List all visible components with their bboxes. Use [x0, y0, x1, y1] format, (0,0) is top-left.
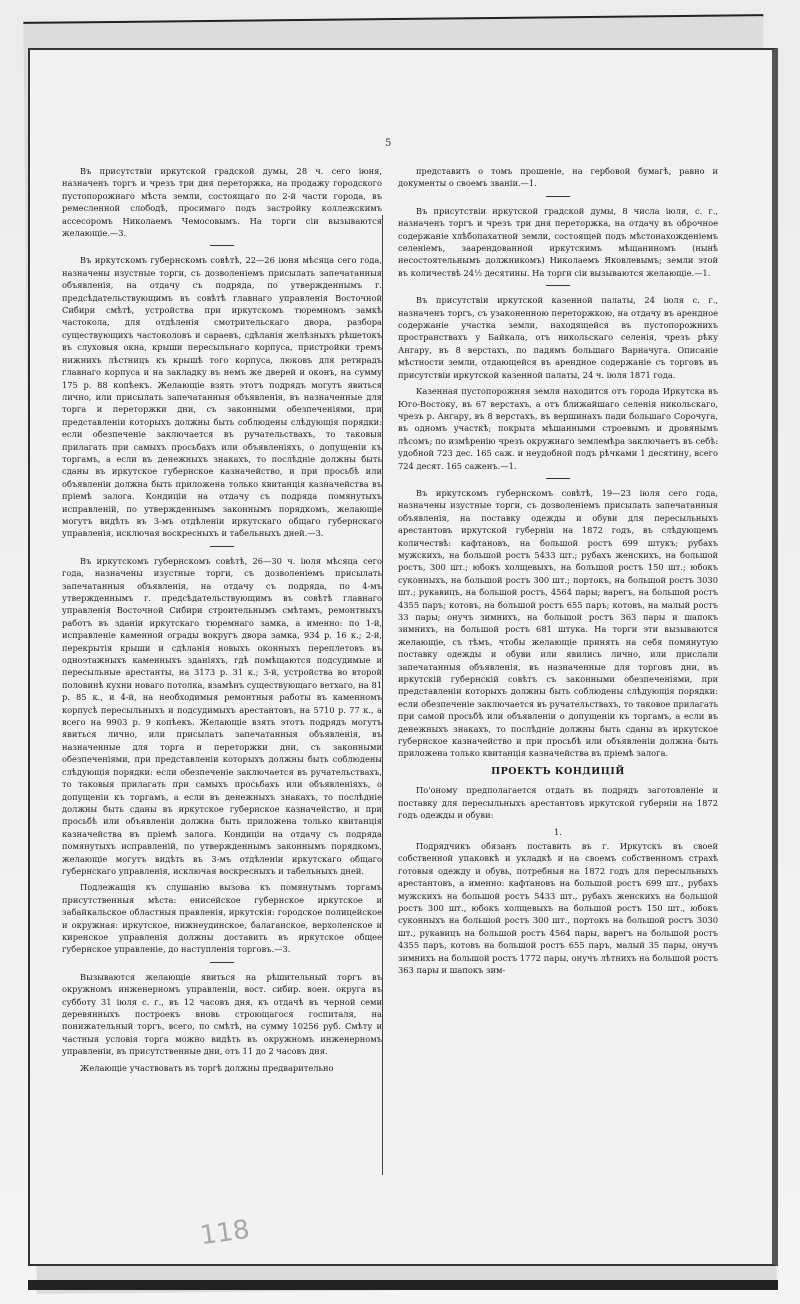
column-divider — [382, 215, 383, 1175]
right-column — [398, 165, 718, 980]
conditions-number: 1. — [554, 826, 562, 837]
notice-land-description: Казенная пустопорожняя земля находится отъ города Иркутска въ Юго-Востоку, въ 67 верстахъ, а отъ ближайшаго селенія никольскаго, чрезъ р. Ангару, въ 8 верстахъ, въ вершинахъ пади большаго Сорочуга, въ одномъ участкѣ; покрыта мѣшанными строевымъ и дровянымъ лѣсомъ; по измѣренію чрезъ окружнаго землемѣра заключаетъ въ себѣ: удобной 723 дес. 165 саж. и неудобной подъ рѣчками 1 десятину, всего 724 десят. 165 саженъ.—1. — [398, 386, 718, 471]
conditions-heading: ПРОЕКТЪ КОНДИЦІЙ — [491, 765, 625, 777]
notice-prison-repairs: Въ иркутскомъ губернскомъ совѣтѣ, 26—30 ч. іюля мѣсяца сего года, назначены изустные торги, съ дозволеніемъ присылать запечатанныя объявленія, на отдачу съ подряда, по 4-мъ утвержденнымъ г. предсѣдательствующимъ въ совѣтѣ главнаго управленія Восточной Сибири строительнымъ смѣтамъ, ремонтныхъ работъ въ зданіи иркутскаго тюремнаго замка, а именно: по 1-й, исправленіе каменной ограды вокругъ двора замка, 934 р. 16 к.; 2-й, перекрытія крыши и сдѣланія новыхъ оконныхъ переплетовъ въ одноэтажныхъ каменныхъ зданіяхъ, гдѣ помѣщаются подсудимые и пересыльные арестанты, на 3173 р. 31 к.; 3-й, устройства во второй половинѣ кухни новаго потолка, взамѣнъ существующаго ветхаго, на 81 р. 85 к., и 4-й, на необходимыя ремонтныя работы въ каменномъ корпусѣ пересыльныхъ и подсудимыхъ арестантовъ, на 5710 р. 77 к., а всего на 9903 р. 9 копѣекъ. Желающіе взять этотъ подрядъ могутъ явиться лично, или присылать запечатанныя объявленія, въ назначенные для торга и переторжки дни, съ законными обезпеченіями, при представленіи которыхъ должны быть соблюдены слѣдующія порядки: если обезпеченіе заключается въ ручательствахъ, то таковыя прилагать при самыхъ просьбахъ или объявленіяхъ, о допущеніи къ торгамъ, а если въ денежныхъ знакахъ, то послѣдніе должны быть сданы въ иркутское губернское казначейство, и при просьбѣ или объявленіи должна быть приложена только квитанція казначейства въ пріемѣ залога. Кондиціи на отдачу съ подряда помянутыхъ исправленій, по утвержденнымъ законнымъ порядкомъ, желающіе могутъ видѣть въ 3-мъ отдѣленіи иркутскаго общаго губернскаго управленія, исключая воскресныхъ и табельныхъ дней. — [62, 555, 382, 876]
left-column — [62, 165, 382, 1078]
notice-clothing-supply: Въ иркутскомъ губернскомъ совѣтѣ, 19—23 іюля сего года, назначены изустные торги, съ дозволеніемъ присылать запечатанныя объявленія, на поставку одежды и обуви для пересыльныхъ арестантовъ иркутской губерніи на 1872 годъ, въ слѣдующемъ количествѣ: кафтановъ, на большой ростъ 699 штукъ; рубахъ мужскихъ, на большой ростъ 5433 шт.; рубахъ женскихъ, на большой ростъ, 300 шт.; юбокъ холщевыхъ, на большой ростъ 150 шт.; юбокъ суконныхъ, на большой ростъ 300 шт.; портокъ, на большой ростъ 3030 шт.; рукавицъ, на большой ростъ, 4564 пары; варегъ, на большой ростъ 4355 паръ; котовъ, на большой ростъ 655 паръ; котовъ, на малый ростъ 33 пары; онучъ зимнихъ, на большой ростъ 363 пары и шапокъ зимнихъ, на большой ростъ 681 штука. На торги эти вызываются желающіе, съ тѣмъ, чтобы желающіе принять на себя помянутую поставку одежды и обуви или явились лично, или прислали запечатанныя объявленія, въ назначенные для торговъ дни, въ иркутскій губернскій совѣтъ съ законными обезпеченіями, при представленіи которыхъ должны быть соблюдены слѣдующія порядки: если обезпеченіе заключается въ ручательствахъ, то таковое прилагать при самой просьбѣ или объявленіи о допущеніи къ торгамъ, а если въ денежныхъ знакахъ, то послѣдніе должны быть сданы въ иркутское губернское казначейство и при просьбѣ или объявленіи должна быть приложена только квитанція казначейства въ пріемѣ залога. — [398, 487, 718, 759]
handwritten-page-note: 118 — [198, 1214, 252, 1252]
conditions-intro: По'оному предполагается отдать въ подрядъ заготовленіе и поставку для пересыльныхъ арестантовъ иркутской губерніи на 1872 годъ одежды и обуви: — [398, 785, 718, 821]
separator-rule — [546, 196, 570, 197]
separator-rule — [546, 478, 570, 479]
notice-hospital-buildings: Вызываются желающіе явиться на рѣшительный торгъ въ окружномъ инженерномъ управленіи, вост. сибир. воен. округа въ субботу 31 іюля с. г., въ 12 часовъ дня, къ отдачѣ въ черной семи деревянныхъ построекъ вновь строющагося госпиталя, на понижательный торгъ, всего, по смѣтѣ, на сумму 10256 руб. Смѣту и частныя условія торга можно видѣть въ окружномъ инженерномъ управленіи, въ присутственные дни, отъ 11 до 2 часовъ дня. — [62, 971, 382, 1057]
separator-rule — [546, 285, 570, 286]
separator-rule — [210, 962, 234, 963]
notice-land-lease: Въ присутствіи иркутской градской думы, 8 числа іюля, с. г., назначенъ торгъ и чрезъ три дня переторжка, на отдачу въ оброчное содержаніе хлѣбопахатной земли, состоящей подъ мѣстонахожденіемъ селеніемъ, заарендованной иркутскимъ мѣщаниномъ (нынѣ несостоятельнымъ должникомъ) Николаемъ Яковлевымъ; земли этой въ количествѣ 24½ десятины. На торги сіи вызываются желающіе.—1. — [398, 205, 718, 278]
notice-offices-list: Подлежащія къ слушанію вызова къ помянутымъ торгамъ присутственныя мѣста: енисейское губернское иркутское и забайкальское областныя правленія, иркутскія: городское полицейское и окружная: иркутское, нижнеудинское, балаганское, верхоленское и киренское управленія должны доставить въ иркутское общее губернское управленіе, до наступленія торговъ.—3. — [62, 882, 382, 955]
notice-participants: Желающіе участвовать въ торгѣ должны предварительно — [80, 1062, 334, 1073]
notice-treasury-chamber: Въ присутствіи иркутской казенной палаты, 24 іюля с. г., назначенъ торгъ, съ узаконенною переторжкою, на отдачу въ арендное содержаніе участка земли, находящейся въ пустопорожнихъ пространствахъ у Байкала, отъ никольскаго селенія, чрезъ рѣку Ангару, въ 8 верстахъ, по падямъ большаго Варначуга. Описаніе мѣстности земли, отдающейся въ арендное содержаніе съ торговъ въ присутствіи иркутской казенной палаты, 24 ч. іюля 1871 года. — [398, 295, 718, 380]
separator-rule — [210, 245, 234, 246]
notice-prison-fence: Въ иркутскомъ губернскомъ совѣтѣ, 22—26 іюня мѣсяца сего года, назначены изустные торги, съ дозволеніемъ присылать запечатанныя объявленія, на отдачу съ подряда, по утвержденнымъ г. предсѣдательствующимъ въ совѣтѣ главнаго управленія Восточной Сибири смѣтѣ, устройства при иркутскомъ тюремномъ замкѣ частокола, для отдѣленія смотрительскаго двора, разбора существующихъ частоколовъ и сараевъ, сдѣланія желѣзныхъ рѣшетокъ въ слуховыя окна, крыши пересыльнаго корпуса, пристройки тремъ нижнихъ лѣстницъ къ крышѣ того корпуса, люковъ для ретирадъ главнаго корпуса и на закладку въ немъ же дверей и оконъ, на сумму 175 р. 88 копѣекъ. Желающіе взять этотъ подрядъ могутъ явиться лично, или присылать запечатанныя объявленія, въ назначенные для торга и переторжки дни, съ законными обезпеченіями, при представленіи которыхъ должны быть соблюдены слѣдующія порядки: если обезпеченіе заключается въ ручательствахъ, то таковыя прилагать при самыхъ просьбахъ или объявленіяхъ, о допущеніи къ торгамъ, а если въ денежныхъ знакахъ, то послѣдніе должны быть сданы въ иркутское губернское казначейство, и при просьбѣ или объявленіи должна быть приложена только квитанція казначейства въ пріемѣ залога. Кондиціи на отдачу съ подряда помянутыхъ исправленій, по утвержденнымъ законнымъ порядкомъ, желающіе могутъ видѣть въ 3-мъ отдѣленіи иркутскаго общаго губернскаго управленія, исключая воскресныхъ и табельныхъ дней.—3. — [62, 255, 382, 539]
notice-continuation: представить о томъ прошеніе, на гербовой бумагѣ, равно и документы о своемъ званіи.—1. — [398, 166, 718, 189]
separator-rule — [210, 546, 234, 547]
conditions-text: Подрядчикъ обязанъ поставить въ г. Иркутскъ въ своей собственной упаковкѣ и укладкѣ и на своемъ собственномъ страхѣ готовыя одежду и обувь, потребныя на 1872 годъ для пересыльныхъ арестантовъ, а именно: кафтановъ на большой ростъ 699 шт., рубахъ мужскихъ на большой ростъ 5433 шт., рубахъ женскихъ на большой ростъ 300 шт., юбокъ холщевыхъ на большой ростъ 150 шт., юбокъ суконныхъ на большой ростъ 300 шт., портокъ на большой ростъ 3030 шт., рукавицъ на большой ростъ 4564 пары, варегъ на большой ростъ 4355 паръ, котовъ на большой ростъ 655 паръ, малый 35 пары, онучъ зимнихъ на большой ростъ 1772 пары, онучъ лѣтнихъ на большой ростъ 363 пары и шапокъ зим- — [398, 840, 718, 975]
page-number: 5 — [385, 138, 392, 149]
scan-bottom-edge — [28, 1280, 778, 1290]
notice-city-duma-sale: Въ присутствіи иркутской градской думы, 28 ч. сего іюня, назначенъ торгъ и чрезъ три дня переторжка, на продажу городского пустопорожнаго мѣста земли, состоящаго по 2-й части города, въ ремесленной слободѣ, просимаго подъ застройку коллежскимъ ассесоромъ Николаемъ Чемосовымъ. На торги сіи вызываются желающіе.—3. — [62, 166, 382, 239]
